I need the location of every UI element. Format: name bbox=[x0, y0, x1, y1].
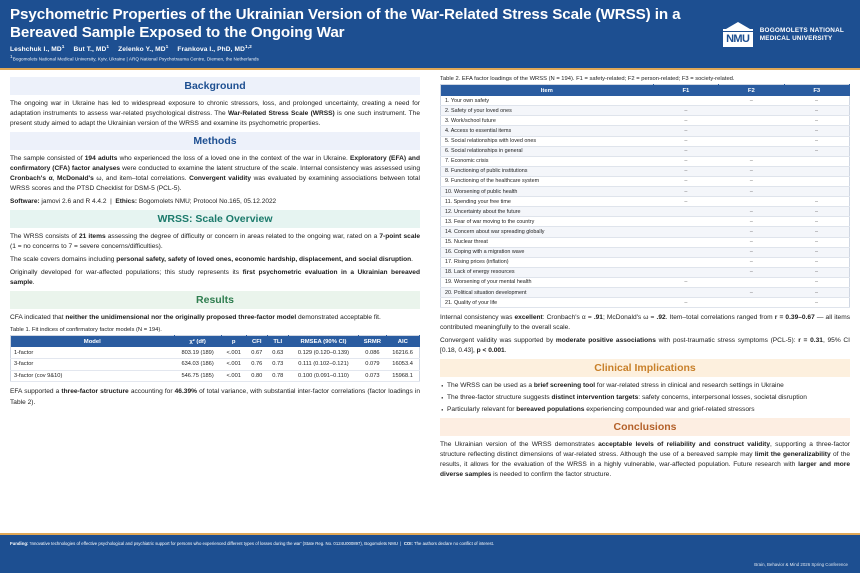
table2-loading-f1: – bbox=[653, 136, 718, 146]
table2-loading-f3: – bbox=[784, 197, 849, 207]
table2-loading-f2: – bbox=[719, 227, 784, 237]
table1-cell: 634.03 (186) bbox=[174, 358, 221, 370]
table2-loading-f3: – bbox=[784, 217, 849, 227]
conclusions-paragraph: The Ukrainian version of the WRSS demonstrates acceptable levels of reliability and construct validity, supporting a three-factor structure reflecting distinct dimensions of war-related stress. Although the use of a bereaved sample may limit the generalizability of the results, it allows for the evaluation of the WRSS in a highly vulnerable, war-affected population. Future research with larger and more diverse samples is needed to confirm the factor structure. bbox=[440, 441, 850, 479]
affiliations bbox=[10, 55, 850, 62]
table2-loading-f1 bbox=[653, 217, 718, 227]
table-row bbox=[441, 287, 850, 297]
scale-overview-p3: Originally developed for war-affected populations; this study represents its first psychometric evaluation in a Ukrainian bereaved sample. bbox=[10, 268, 421, 286]
table-row bbox=[441, 197, 850, 207]
table2-loading-f1 bbox=[653, 207, 718, 217]
fit-indices-table-body bbox=[11, 347, 420, 382]
fit-indices-table bbox=[10, 335, 420, 383]
author-name: Frankova I., PhD, MD bbox=[177, 46, 245, 54]
table1-cell: <.001 bbox=[221, 358, 246, 370]
table1-cell: 0.111 (0.102–0.121) bbox=[288, 358, 358, 370]
author-entry bbox=[10, 46, 64, 53]
table-row bbox=[441, 217, 850, 227]
logo-initials: NMU bbox=[723, 32, 753, 47]
table2-item-label: 11. Spending your free time bbox=[441, 197, 654, 207]
affil-marker-1: 1 bbox=[10, 55, 13, 61]
author-name: Zelenko Y., MD bbox=[118, 46, 166, 54]
table2-item-label: 5. Social relationships with loved ones bbox=[441, 136, 654, 146]
table1-cell: 16053.4 bbox=[386, 358, 419, 370]
table2-loading-f3: – bbox=[784, 227, 849, 237]
author-affil-marker: 1 bbox=[61, 44, 65, 50]
table1-col-header: RMSEA (90% CI) bbox=[288, 335, 358, 347]
table1-model-name: 3-factor bbox=[11, 358, 175, 370]
table-row bbox=[441, 277, 850, 287]
table1-cell: <.001 bbox=[221, 347, 246, 358]
table-header-row bbox=[441, 85, 850, 97]
clinical-implications-list bbox=[440, 381, 850, 415]
table2-loading-f3 bbox=[784, 176, 849, 186]
table-row bbox=[441, 267, 850, 277]
author-affil-marker: 1,2 bbox=[244, 44, 252, 50]
table2-loading-f1 bbox=[653, 237, 718, 247]
table2-col-header: F2 bbox=[719, 85, 784, 97]
efa-loadings-table bbox=[440, 84, 850, 308]
table2-loading-f1 bbox=[653, 96, 718, 106]
table1-cell: <.001 bbox=[221, 370, 246, 382]
table1-cell: 0.086 bbox=[359, 347, 387, 358]
author-entry bbox=[73, 46, 109, 53]
table2-loading-f1: – bbox=[653, 197, 718, 207]
table2-loading-f1 bbox=[653, 287, 718, 297]
table2-loading-f1 bbox=[653, 247, 718, 257]
table1-cell: 0.63 bbox=[267, 347, 288, 358]
table-row bbox=[441, 247, 850, 257]
table2-col-header: F3 bbox=[784, 85, 849, 97]
table-row bbox=[441, 96, 850, 106]
section-header-scale-overview: WRSS: Scale Overview bbox=[10, 210, 420, 228]
table2-loading-f2: – bbox=[719, 257, 784, 267]
results-intro: CFA indicated that neither the unidimensional nor the originally proposed three-factor model demonstrated acceptable fit. bbox=[10, 313, 381, 321]
table1-cell: 16216.6 bbox=[386, 347, 419, 358]
table1-cell: 0.78 bbox=[267, 370, 288, 382]
section-header-methods: Methods bbox=[10, 132, 420, 150]
table2-item-label: 9. Functioning of the healthcare system bbox=[441, 176, 654, 186]
table-row bbox=[441, 156, 850, 166]
table2-loading-f2 bbox=[719, 197, 784, 207]
table2-loading-f3: – bbox=[784, 287, 849, 297]
table2-loading-f3: – bbox=[784, 106, 849, 116]
section-header-clinical-implications: Clinical Implications bbox=[440, 359, 850, 377]
table2-item-label: 7. Economic crisis bbox=[441, 156, 654, 166]
table1-col-header: Model bbox=[11, 335, 175, 347]
background-paragraph: The ongoing war in Ukraine has led to widespread exposure to chronic stressors, loss, and prolonged uncertainty, creating a need for adaptation instruments to assess war-related psychological distress. The War-Related Stress Scale (WRSS) is one such instrument. The present study aimed to adapt the Ukrainian version of the WRSS and examine its psychometric properties. bbox=[10, 100, 420, 128]
table2-item-label: 10. Worsening of public health bbox=[441, 187, 654, 197]
table1-cell: 0.80 bbox=[246, 370, 267, 382]
author-affil-marker: 1 bbox=[106, 44, 110, 50]
table-row bbox=[441, 298, 850, 308]
table2-loading-f2 bbox=[719, 136, 784, 146]
table2-loading-f1: – bbox=[653, 298, 718, 308]
table2-loading-f1: – bbox=[653, 126, 718, 136]
table-row bbox=[441, 187, 850, 197]
table-row bbox=[441, 207, 850, 217]
table2-loading-f2: – bbox=[719, 217, 784, 227]
table2-loading-f3: – bbox=[784, 257, 849, 267]
table2-loading-f3: – bbox=[784, 96, 849, 106]
table1-col-header: χ² (df) bbox=[174, 335, 221, 347]
nmu-emblem-icon bbox=[721, 22, 755, 48]
table2-loading-f3: – bbox=[784, 116, 849, 126]
table1-col-header: TLI bbox=[267, 335, 288, 347]
table2-loading-f3 bbox=[784, 187, 849, 197]
table-row bbox=[441, 126, 850, 136]
table2-loading-f3: – bbox=[784, 267, 849, 277]
table2-loading-f2 bbox=[719, 126, 784, 136]
table1-col-header: CFI bbox=[246, 335, 267, 347]
author-name: Leshchuk I., MD bbox=[10, 46, 62, 54]
table2-loading-f1: – bbox=[653, 116, 718, 126]
efa-loadings-table-body bbox=[441, 96, 850, 307]
section-header-conclusions: Conclusions bbox=[440, 418, 850, 436]
table1-model-name: 1-factor bbox=[11, 347, 175, 358]
table1-cell: 15968.1 bbox=[386, 370, 419, 382]
table2-loading-f2: – bbox=[719, 267, 784, 277]
table2-loading-f2: – bbox=[719, 287, 784, 297]
left-column bbox=[0, 70, 430, 535]
table2-loading-f2 bbox=[719, 106, 784, 116]
logo-wordmark bbox=[760, 27, 844, 43]
table2-loading-f1 bbox=[653, 227, 718, 237]
methods-meta: Software: jamovi 2.6 and R 4.4.2 | Ethics: Bogomolets NMU; Protocol No.165, 05.12.2022 bbox=[10, 198, 277, 206]
table2-loading-f3: – bbox=[784, 146, 849, 156]
poster-columns bbox=[0, 70, 860, 535]
table-row bbox=[11, 347, 420, 358]
table1-model-name: 3-factor (cov 9&10) bbox=[11, 370, 175, 382]
table2-item-label: 3. Work/school future bbox=[441, 116, 654, 126]
scale-overview-p1: The WRSS consists of 21 items assessing the degree of difficulty or concern in areas related to the ongoing war, rated on a 7-point scale (1 = no concerns to 7 = severe concerns/difficulties). bbox=[10, 232, 420, 250]
table2-loading-f1 bbox=[653, 257, 718, 267]
table2-loading-f2: – bbox=[719, 176, 784, 186]
table1-cell: 803.19 (189) bbox=[174, 347, 221, 358]
table-header-row bbox=[11, 335, 420, 347]
table2-loading-f3: – bbox=[784, 247, 849, 257]
affiliations-text: Bogomolets National Medical University, Kyiv, Ukraine | ARQ National Psychotrauma Centre, Diemen, the Netherlands bbox=[12, 56, 259, 62]
efa-summary: EFA supported a three-factor structure accounting for 46.39% of total variance, with substantial inter-factor correlations (factor loadings in Table 2). bbox=[10, 388, 420, 406]
table2-loading-f1: – bbox=[653, 176, 718, 186]
table2-loading-f2: – bbox=[719, 166, 784, 176]
table2-loading-f2: – bbox=[719, 187, 784, 197]
table-row bbox=[441, 106, 850, 116]
table2-loading-f1: – bbox=[653, 146, 718, 156]
table2-loading-f2: – bbox=[719, 207, 784, 217]
table2-item-label: 14. Concern about war spreading globally bbox=[441, 227, 654, 237]
poster-header bbox=[0, 0, 860, 68]
table2-loading-f1: – bbox=[653, 187, 718, 197]
author-name: But T., MD bbox=[73, 46, 107, 54]
table2-loading-f2 bbox=[719, 116, 784, 126]
right-column bbox=[430, 70, 860, 535]
table2-item-label: 1. Your own safety bbox=[441, 96, 654, 106]
table2-col-header: Item bbox=[441, 85, 654, 97]
table2-item-label: 17. Rising prices (inflation) bbox=[441, 257, 654, 267]
university-logo bbox=[721, 22, 844, 48]
table2-loading-f3: – bbox=[784, 126, 849, 136]
list-item: · The WRSS can be used as a brief screening tool for war-related stress in clinical and research settings in Ukraine bbox=[440, 381, 850, 391]
table1-col-header: p bbox=[221, 335, 246, 347]
table-row bbox=[441, 146, 850, 156]
page-title: Psychometric Properties of the Ukrainian Version of the War-Related Stress Scale (WRSS) in a Bereaved Sample Exposed to the Ongoing War bbox=[10, 6, 681, 41]
logo-line-1: BOGOMOLETS NATIONAL bbox=[759, 27, 844, 34]
table2-loading-f1: – bbox=[653, 106, 718, 116]
table2-item-label: 13. Fear of war moving to the country bbox=[441, 217, 654, 227]
table2-loading-f1 bbox=[653, 267, 718, 277]
table2-loading-f2 bbox=[719, 146, 784, 156]
table-row bbox=[441, 166, 850, 176]
table2-loading-f3: – bbox=[784, 277, 849, 287]
table1-cell: 0.73 bbox=[267, 358, 288, 370]
table1-col-header: AIC bbox=[386, 335, 419, 347]
table1-caption: Table 1. Fit indices of confirmatory factor models (N = 194). bbox=[10, 326, 162, 333]
list-item: · The three-factor structure suggests distinct intervention targets: safety concerns, interpersonal losses, societal disruption bbox=[440, 393, 850, 403]
table2-item-label: 20. Political situation development bbox=[441, 287, 654, 297]
table2-loading-f3: – bbox=[784, 207, 849, 217]
table-row bbox=[441, 116, 850, 126]
table2-loading-f2: – bbox=[719, 156, 784, 166]
table2-item-label: 16. Coping with a migration wave bbox=[441, 247, 654, 257]
table-row bbox=[441, 237, 850, 247]
reliability-p1: Internal consistency was excellent: Cronbach's α = .91; McDonald's ω = .92. Item–total correlations ranged from r = 0.39–0.67 — all items contributed meaningfully to the overall scale. bbox=[440, 314, 851, 332]
conference-name: Brain, Behavior & Mind 2026 Spring Conference bbox=[754, 562, 848, 567]
table2-loading-f3 bbox=[784, 166, 849, 176]
table1-cell: 0.129 (0.120–0.139) bbox=[288, 347, 358, 358]
table2-item-label: 6. Social relationships in general bbox=[441, 146, 654, 156]
list-item: · Particularly relevant for bereaved populations experiencing compounded war and grief-related stressors bbox=[440, 405, 850, 415]
table-row bbox=[441, 257, 850, 267]
table2-item-label: 4. Access to essential items bbox=[441, 126, 654, 136]
table-row bbox=[11, 358, 420, 370]
table2-loading-f3: – bbox=[784, 298, 849, 308]
table-row bbox=[441, 176, 850, 186]
author-entry bbox=[118, 46, 168, 53]
table1-cell: 0.100 (0.091–0.110) bbox=[288, 370, 358, 382]
table2-loading-f1: – bbox=[653, 166, 718, 176]
table2-item-label: 12. Uncertainty about the future bbox=[441, 207, 654, 217]
poster-footer bbox=[0, 533, 860, 573]
methods-paragraph: The sample consisted of 194 adults who experienced the loss of a loved one in the context of the war in Ukraine. Exploratory (EFA) and confirmatory (CFA) factor analyses were conducted to examine the latent structure of the scale. Internal consistency was assessed using Cronbach's α, McDonald's ω, and item–total correlations. Convergent validity was evaluated by examining associations between total WRSS scores and the PTSD Checklist for DSM-5 (PCL-5). bbox=[10, 155, 420, 193]
scale-overview-p2: The scale covers domains including personal safety, safety of loved ones, economic hardship, displacement, and social disruption. bbox=[10, 255, 413, 263]
table-row bbox=[441, 136, 850, 146]
table2-caption: Table 2. EFA factor loadings of the WRSS (N = 194). F1 = safety-related; F2 = person-related; F3 = society-related. bbox=[440, 76, 735, 82]
table2-item-label: 15. Nuclear threat bbox=[441, 237, 654, 247]
table-row bbox=[441, 227, 850, 237]
table1-cell: 0.079 bbox=[359, 358, 387, 370]
table1-col-header: SRMR bbox=[359, 335, 387, 347]
table2-item-label: 8. Functioning of public institutions bbox=[441, 166, 654, 176]
table1-cell: 546.75 (185) bbox=[174, 370, 221, 382]
table2-loading-f2: – bbox=[719, 247, 784, 257]
table2-col-header: F1 bbox=[653, 85, 718, 97]
table2-loading-f2: – bbox=[719, 96, 784, 106]
table2-loading-f1: – bbox=[653, 277, 718, 287]
author-entry bbox=[177, 46, 252, 53]
table2-loading-f3: – bbox=[784, 237, 849, 247]
table2-loading-f2: – bbox=[719, 237, 784, 247]
table2-loading-f3: – bbox=[784, 136, 849, 146]
table2-item-label: 18. Lack of energy resources bbox=[441, 267, 654, 277]
table2-item-label: 21. Quality of your life bbox=[441, 298, 654, 308]
table1-cell: 0.67 bbox=[246, 347, 267, 358]
table2-item-label: 19. Worsening of your mental health bbox=[441, 277, 654, 287]
logo-line-2: MEDICAL UNIVERSITY bbox=[759, 35, 833, 42]
table1-cell: 0.073 bbox=[359, 370, 387, 382]
table2-loading-f2 bbox=[719, 298, 784, 308]
reliability-p2: Convergent validity was supported by moderate positive associations with post-traumatic stress symptoms (PCL-5): r = 0.31, 95% CI [0.18, 0.43], p < 0.001. bbox=[440, 337, 851, 355]
section-header-background: Background bbox=[10, 77, 420, 95]
table-row bbox=[11, 370, 420, 382]
table2-loading-f1: – bbox=[653, 156, 718, 166]
author-affil-marker: 1 bbox=[165, 44, 169, 50]
table2-item-label: 2. Safety of your loved ones bbox=[441, 106, 654, 116]
table1-cell: 0.76 bbox=[246, 358, 267, 370]
table2-loading-f2 bbox=[719, 277, 784, 287]
table2-loading-f3 bbox=[784, 156, 849, 166]
section-header-results: Results bbox=[10, 291, 420, 309]
funding-statement: Funding: 'Innovative technologies of effective psychological and psychiatric support for persons who experienced different types of losses during the war' (State Reg. No. 0124U000897), Bogomolets NMU | COI: The authors declare no conflict of interest. bbox=[10, 541, 495, 546]
